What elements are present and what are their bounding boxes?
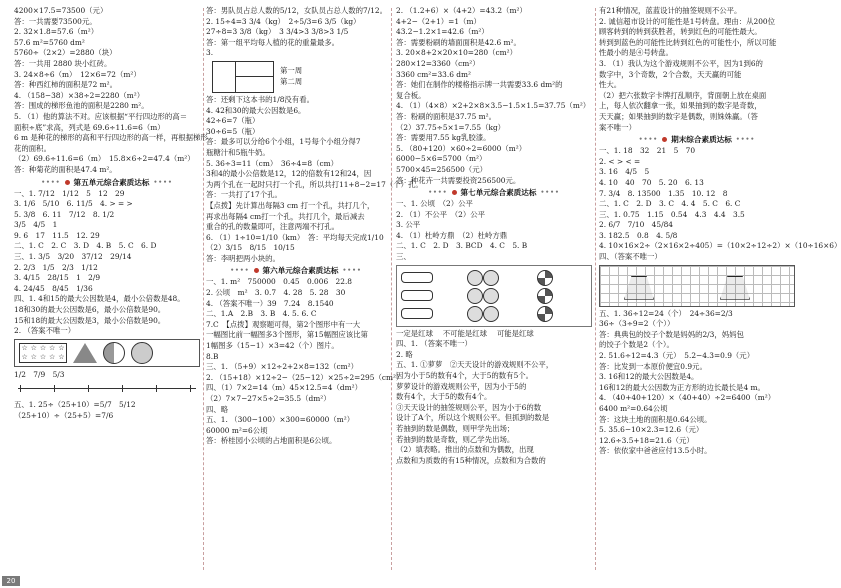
- answer-line: 4. 24/45 8/45 1/36: [14, 283, 93, 293]
- answer-line: 7.C 【点拨】观察题可得，第2个图形中有一大: [206, 319, 361, 329]
- answer-line: 4. 10×16×2÷（2×16×2÷405）=（10×2÷12÷2）×（10÷16×6）: [599, 241, 841, 251]
- answer-line: 3. 182.5 0.8 4. 5/8: [599, 230, 678, 240]
- answer-line: 43.2−1.2×1=42.6（m²）: [396, 27, 489, 37]
- answer-line: 数有4个，大于5的数有4个。: [396, 392, 492, 402]
- answer-line: 27÷8=3 3/8（kg） 3 3/4>3 3/8>3 1/5: [206, 27, 349, 37]
- match-label-3: 可能是红球: [496, 328, 534, 338]
- answer-line: 答：这块土地的面积是0.64公顷。: [599, 414, 712, 424]
- answer-line: 五、1. （300−100）×300=60000（m²）: [206, 415, 355, 425]
- section-dots: ••••: [428, 189, 448, 197]
- answer-line: 36÷（3÷9=2（个））: [599, 319, 675, 329]
- section-title-unit5: [14, 176, 200, 189]
- col1-lines-a: [14, 6, 208, 176]
- answer-line: 答：最多可以分给6个小组，1号每个小组分得7: [206, 137, 361, 147]
- half-circle-figure: [103, 342, 125, 364]
- number-line-tick: [156, 385, 157, 392]
- section-dots: ••••: [41, 178, 61, 186]
- match-labels: [396, 329, 592, 340]
- section-title-final: [599, 133, 795, 146]
- ball-group-icon: [467, 306, 483, 322]
- section-dots: ••••: [153, 178, 173, 186]
- answer-line: 6400 m²=0.64公顷: [599, 404, 668, 413]
- answer-line: 5700×45=256500（元）: [396, 164, 487, 174]
- answer-line: 42÷6=7（瓶）: [206, 116, 260, 126]
- answer-line: 60000 m²=6公顷: [206, 425, 268, 435]
- column-4: [599, 6, 841, 574]
- answer-line: 3/5 4/5 1: [14, 220, 58, 230]
- answer-line: 5. 3/8 6. 11 7/12 8. 1/2: [14, 209, 115, 219]
- col1-lines-c: [14, 400, 200, 421]
- answer-line: 答：李明把两小块的。: [206, 253, 280, 263]
- fraction-shapes-figure: [14, 339, 200, 367]
- answer-line: （2）37.75÷5×1=7.55（kg）: [396, 122, 506, 132]
- answer-line: 答：依依家中爸爸应付13.5小时。: [599, 446, 712, 456]
- answer-line: 四、（答案不唯一）: [599, 252, 662, 262]
- stars-grid-figure: ☆ ☆ ☆ ☆ ☆ ☆ ☆ ☆ ☆ ☆: [19, 343, 67, 363]
- spinner-icon: [537, 306, 553, 322]
- section-dots: ••••: [540, 189, 560, 197]
- answer-line: 再求出每隔4 cm打一个孔，共打几个，最后减去: [206, 211, 365, 221]
- number-line-tick: [88, 385, 89, 392]
- table-label-week2: 第二周: [280, 76, 303, 86]
- answer-line: ③天天设计的抽签规则公平，因为小于6的数: [396, 402, 542, 412]
- ball-group-icon: [467, 288, 483, 304]
- answer-line: 2. < > < =: [599, 156, 641, 166]
- answer-line: 三、1. 3/5 3/20 37/12 29/14: [14, 252, 132, 262]
- answer-line: 4. 42和30的最大公因数是6。: [206, 105, 306, 115]
- answer-line: 12.6÷3.5+18=21.6（元）: [599, 435, 694, 445]
- spinner-icon: [537, 270, 553, 286]
- matching-figure: [396, 265, 592, 327]
- spinner-icon: [537, 288, 553, 304]
- numline-label: 1/2 7/9 5/3: [14, 369, 65, 379]
- answer-line: 2. 51.6÷12=4.3（元） 5.2−4.3=0.9（元）: [599, 351, 755, 361]
- number-line-tick: [54, 385, 55, 392]
- col2-lines-c: [206, 277, 404, 447]
- answer-line: （2）把六张数字卡牌打乱顺序，背面朝上放在桌面: [599, 90, 767, 100]
- number-line-axis: [18, 388, 196, 389]
- answer-line: 有21种情况，蓝蓝设计的抽签规则不公平。: [599, 6, 742, 15]
- answer-line: 2. 诚信超市设计的可能性是1号转盘。理由：从200位: [599, 16, 776, 26]
- table-label-week1: 第一周: [280, 66, 303, 76]
- answer-line: 4200×17.5=73500（元）: [14, 6, 108, 15]
- answer-line: 若抽到的数是偶数，则甲学先出场；: [396, 424, 515, 433]
- trapezoid-grid-figure: [599, 265, 795, 307]
- answer-line: 答：一共需要73500元。: [14, 16, 97, 26]
- section-title-text: 第七单元综合素质达标: [460, 188, 537, 198]
- answer-line: 重合的孔的数量即可，注意两端不打孔。: [206, 222, 340, 232]
- answer-line: 答：需要用7.55 kg乳胶漆。: [396, 133, 491, 143]
- answer-line: 因为小于5的数有4个，大于5的数有5个。: [396, 371, 534, 381]
- answer-line: 15和18的最大公因数是3，最小公倍数是90。: [14, 315, 166, 325]
- column-divider: [391, 8, 392, 570]
- answer-line: 顾客转到的转到获胜者，转到红色的可能性最大。: [599, 27, 762, 37]
- answer-line: 案不唯一）: [599, 122, 636, 132]
- answer-line: 答：比发到一本原价便宜0.9元。: [599, 361, 707, 371]
- answer-line: 4. （答案不唯一）39 7.24 8.1540: [206, 298, 334, 308]
- answer-line: 三、: [396, 252, 411, 262]
- answer-line: 答：种西红柿的面积是72 m²。: [14, 80, 118, 90]
- answer-line: 7. 3/4 8. 13500 1.35 10. 12 8: [599, 188, 728, 198]
- answer-line: 三、1. （5+9）×12÷2+2×8=132（cm²）: [206, 362, 359, 372]
- section-title-unit6: [206, 264, 386, 277]
- answer-line: 2. （1）不公平 （2）公平: [396, 209, 486, 219]
- match-label-1: 一定是红球: [396, 328, 433, 338]
- col4-lines-b: [599, 146, 841, 263]
- answer-line: 一、1. 7/12 1/12 5 12 29: [14, 188, 125, 198]
- reading-table-box: [212, 61, 274, 93]
- answer-line: 2. 略: [396, 349, 413, 359]
- answer-line: 二、1. C 2. D 3. C 4. 4 5. C 6. C: [599, 199, 741, 209]
- col3-lines-a: [396, 6, 592, 186]
- reading-table-labels: [280, 66, 302, 87]
- answer-line: 3. 16和12的最大公因数是4。: [599, 372, 699, 382]
- page-number: 20: [2, 576, 20, 586]
- number-line-tick: [20, 385, 21, 392]
- answer-line: 五、1. 36÷12=24（个） 24÷36=2/3: [599, 308, 733, 318]
- section-dots: ••••: [230, 267, 250, 275]
- match-tag: [401, 290, 433, 301]
- circle-figure: [131, 342, 153, 364]
- answer-line: 答：种花卉一共需要投资256500元。: [396, 175, 521, 185]
- answer-line: 四、略: [206, 404, 229, 414]
- ball-group-icon: [467, 270, 483, 286]
- column-divider: [595, 8, 596, 570]
- answer-line: 一、1. 公顷 （2）公平: [396, 199, 473, 209]
- section-flag-icon: [452, 190, 457, 195]
- answer-line: 答：典典包的饺子个数是妈妈的2/3，妈妈包: [599, 329, 744, 339]
- match-label-2: 不可能是红球: [442, 328, 488, 338]
- column-3: [396, 6, 592, 574]
- answer-line: 一、1. m² 750000 0.45 0.006 22.8: [206, 277, 352, 287]
- answer-line: 5. 35.6−10×2.3=12.6（元）: [599, 425, 704, 435]
- answer-line: 6000−5×6=5700（m²）: [396, 154, 487, 164]
- answer-line: 萝萝设计的游戏规则公平，因为小于5的: [396, 381, 527, 391]
- section-title-text: 第五单元综合素质达标: [73, 177, 150, 187]
- answer-line: 上，每人依次翻拿一张，如果抽到的数字是奇数，: [599, 101, 762, 111]
- col4-lines-a: [599, 6, 795, 133]
- answer-line: 答：围成的梯形鱼池的面积是2280 m²。: [14, 101, 149, 111]
- answer-line: 3. （1）我认为这个游戏规则不公平，因为1到6的: [599, 58, 763, 68]
- answer-line: （25+10）÷（25+5）=7/6: [14, 411, 114, 420]
- answer-line: 瓶糖汁和5瓶牛奶。: [206, 147, 270, 157]
- answer-line: 4. （40+40+120）×（40+40）÷2=6400（m²）: [599, 393, 776, 403]
- answer-line: （2）填表略。推出的点数和为偶数，出现: [396, 445, 534, 455]
- answer-line: 天天赢；如果抽到的数字是偶数，则姝姝赢。（答: [599, 111, 758, 121]
- section-title-text: 期末综合素质达标: [671, 135, 732, 145]
- answer-line: 3. 公平: [396, 220, 421, 230]
- answer-line: （2）3/15 8/15 10/15: [206, 243, 295, 253]
- answer-line: 二、1. C 2. D 3. BCD 4. C 5. B: [396, 241, 528, 251]
- reading-table-figure: [206, 59, 386, 95]
- answer-line: 数字中，3个奇数，2个合数，天天赢的可能: [599, 69, 742, 79]
- answer-line: 点数和为质数的有15种情况，点数和为合数的: [396, 455, 546, 465]
- answer-line: 答：男队员占总人数的5/12，女队员占总人数的7/12。: [206, 6, 388, 15]
- answer-line: 5. （1）他的算法不对。应该根据“平行四边形的高＝: [14, 111, 188, 121]
- answer-line: 3.: [206, 48, 214, 58]
- answer-line: 3. 16 4/5 5: [599, 167, 650, 177]
- answer-line: 二、1.A 2.B 3. B 4. 5. 6. C: [206, 309, 317, 319]
- match-tag: [401, 308, 433, 319]
- answer-line: 3和4的最小公倍数是12，12的倍数有12和24，因: [206, 169, 372, 179]
- answer-line: 3360 cm²=33.6 dm²: [396, 69, 471, 79]
- answer-line: 为两个孔在一起时只打一个孔，所以共打11+8−2=17（个）孔。: [206, 179, 423, 189]
- section-dots: ••••: [638, 136, 659, 144]
- answer-line: 5. （80+120）×60÷2=6000（m²）: [396, 143, 527, 153]
- answer-line: 五、1. 25÷（25+10）=5/7 5/12: [14, 400, 136, 410]
- col3-lines-c: [396, 339, 592, 466]
- number-line-tick: [190, 385, 191, 392]
- answer-line: 4+2−（2+1）=1（m）: [396, 16, 481, 26]
- answer-line: 2. 6/7 7/10 45/84: [599, 220, 673, 230]
- answer-line: 5. 36÷3=11（cm） 36÷4=8（cm）: [206, 158, 339, 168]
- trapezoid-figure: [624, 276, 654, 300]
- answer-line: 三、1. 0.75 1.15 0.54 4.3 4.4 3.5: [599, 209, 745, 219]
- answer-line: 280×12=3360（cm²）: [396, 58, 480, 68]
- match-tag: [401, 272, 433, 283]
- answer-line: 面积÷底”求高，列式是 69.6÷11.6=6（m）: [14, 122, 165, 132]
- number-line-tick: [122, 385, 123, 392]
- answer-line: 2. （1.2+6）×（4+2）=43.2（m²）: [396, 6, 527, 15]
- answer-line: 4. （1）杜岭方鼎 （2）杜岭方鼎: [396, 230, 508, 240]
- section-dots: ••••: [342, 267, 362, 275]
- answer-line: 四、（1）7×2=14（m）45×12.5=4（dm²）: [206, 383, 362, 393]
- col2-lines-a: [206, 6, 386, 59]
- ball-group-icon: [483, 306, 499, 322]
- answer-line: 6 m 是种花的梯形的高和平行四边形的高一样，再根据梯形: [14, 133, 208, 143]
- col4-lines-c: [599, 309, 795, 457]
- section-title-text: 第六单元综合素质达标: [262, 266, 339, 276]
- answer-line: （2）69.6÷11.6=6（m） 15.8×6÷2=47.4（m²）: [14, 154, 195, 164]
- answer-line: 8.B: [206, 351, 219, 361]
- answer-line: 转到到蓝色的可能性比转到红色的可能性小，所以可能: [599, 37, 777, 47]
- answer-line: 性大。: [599, 80, 622, 90]
- ball-group-icon: [483, 270, 499, 286]
- answer-line: 二、1. C 2. C 3. D 4. B 5. C 6. D: [14, 241, 157, 251]
- answer-line: 答：第一组平均每人植的花的重量最多。: [206, 37, 340, 47]
- section-flag-icon: [662, 137, 667, 142]
- answer-line: 四、1. 4和15的最大公因数是4，最小公倍数是48。: [14, 294, 185, 304]
- answer-line: 4. （1）（4×8）×2+2×8×3.5−1.5×1.5=37.75（m²）: [396, 101, 591, 111]
- answer-line: 一、1. 18 32 21 5 70: [599, 146, 696, 156]
- answer-line: 若抽到的数是奇数，则乙学先出场。: [396, 434, 515, 444]
- answer-line: 18和30的最大公因数是6，最小公倍数是90。: [14, 305, 166, 315]
- answer-line: 3. 20×8+2×20×10=280（cm²）: [396, 48, 517, 58]
- section-flag-icon: [254, 268, 259, 273]
- answer-line: 3. 4/15 28/15 1 2/9: [14, 273, 101, 283]
- ball-group-icon: [483, 288, 499, 304]
- triangle-figure: [73, 343, 97, 363]
- answer-line: 9. 6 17 11.5 12. 29: [14, 230, 100, 240]
- answer-line: 2. 15÷4=3 3/4（kg） 2÷5/3=6 3/5（kg）: [206, 16, 361, 26]
- number-line-figure: [14, 380, 200, 400]
- col1-lines-b: [14, 189, 200, 337]
- answer-line: （2）7×7−27×5÷2=35.5（dm²）: [206, 394, 331, 403]
- answer-line: 6. （1）1÷10=1/10（km） 答：平均每天完成1/10: [206, 232, 384, 242]
- answer-line: 16和12的最大公因数为正方形的边长最长是4 m。: [599, 382, 765, 392]
- answer-line: 四、1. （答案不唯一）: [396, 339, 472, 349]
- col3-lines-b: [396, 199, 592, 263]
- trapezoid-figure: [720, 276, 750, 300]
- answer-line: 答：一共用 2880 块小红砖。: [14, 58, 112, 68]
- answer-line: 57.6 m²=5760 dm²: [14, 37, 85, 47]
- column-1: [14, 6, 208, 574]
- answer-line: 花的面积。: [14, 143, 51, 153]
- section-title-unit7: [396, 186, 592, 199]
- answer-line: 答：种菊花的面积是47.4 m²。: [14, 164, 117, 174]
- answer-line: 答：桥桂园小公顷的占地面积是6公顷。: [206, 436, 337, 446]
- column-divider: [203, 8, 204, 570]
- answer-line: 2. （答案不唯一）: [14, 326, 76, 336]
- answer-line: 设计了A个，所以这个规则公平。但抓到的数是: [396, 413, 550, 423]
- answer-line: 4. 10 40 70 5. 20 6. 13: [599, 177, 704, 187]
- answer-line: 答：她们在制作的楼格指示牌一共需要33.6 dm²的: [396, 80, 563, 90]
- answer-line: 2. （15+18）×12÷2−（25−12）×25÷2=295（cm²）: [206, 372, 404, 382]
- answer-line: 3. 24×8÷6（m） 12×6=72（m²）: [14, 69, 141, 79]
- answer-line: 2. 公顷 m² 3. 0.7 4. 28 5. 28 30: [206, 288, 346, 298]
- answer-line: 答：还剩下这本书的1/8没有看。: [206, 94, 314, 104]
- answer-line: 1幅图多（15−1）×3=42（个）图片。: [206, 341, 339, 351]
- answer-line: 2. 32×1.8=57.6（m²）: [14, 27, 99, 37]
- answer-line: 五、1. ①萝萝 ②天天设计的游戏规则不公平，: [396, 360, 554, 370]
- answer-line: 性最小的是④号转盘。: [599, 48, 673, 58]
- answer-line: 2. 2/3 1/5 2/3 1/12: [14, 262, 98, 272]
- answer-line: 3. 1/6 5/10 6. 11/5 4. > = >: [14, 199, 133, 209]
- answer-line: 答：粉刷的面积是37.75 m²。: [396, 111, 496, 121]
- answer-line: 的饺子个数是2（个）。: [599, 340, 674, 350]
- answer-line: 30÷6=5（瓶）: [206, 126, 260, 136]
- answer-line: 复合板。: [396, 90, 426, 100]
- section-dots: ••••: [735, 136, 756, 144]
- section-flag-icon: [65, 180, 70, 185]
- answer-line: 答：需要粉刷的墙面面积是42.6 m²。: [396, 37, 521, 47]
- answer-line: 4. （158−38）×38÷2=2280（m²）: [14, 90, 145, 100]
- answer-line: 答：一共打了17个孔。: [206, 190, 282, 200]
- answer-line: 5760÷（2×2）=2880（块）: [14, 48, 117, 58]
- answer-line: 【点拨】先计算出每隔3 cm 打一个孔，共打几个，: [206, 200, 375, 210]
- answer-line: 一幅图比前一幅图多3个图形，第15幅图应该比第: [206, 330, 368, 340]
